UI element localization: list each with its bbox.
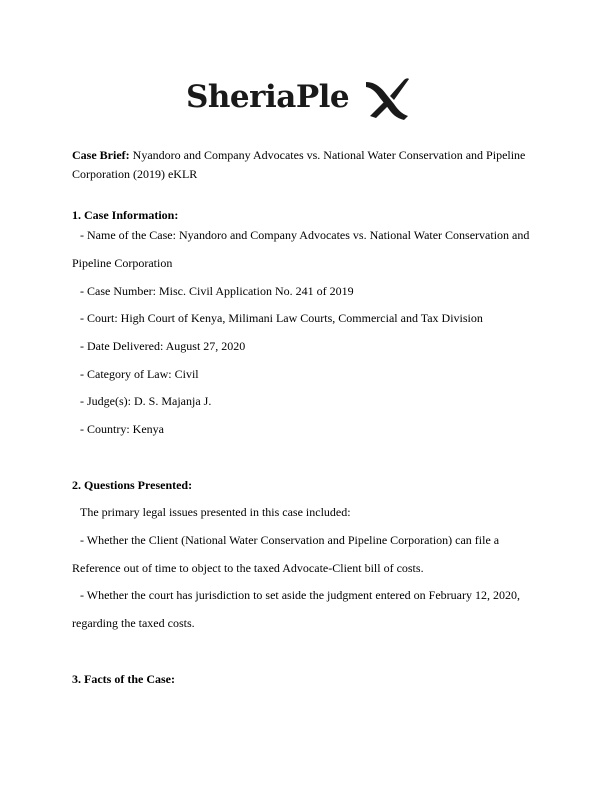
logo-wordmark: SheriaPle (186, 79, 350, 115)
case-brief-label: Case Brief: (72, 148, 130, 162)
question-2-line2: regarding the taxed costs. (72, 616, 195, 630)
case-info-heading: 1. Case Information: (72, 208, 179, 222)
case-judges: - Judge(s): D. S. Majanja J. (80, 394, 212, 408)
case-date: - Date Delivered: August 27, 2020 (80, 339, 246, 353)
case-court: - Court: High Court of Kenya, Milimani Law Courts, Commercial and Tax Division (80, 311, 483, 325)
question-2-line1: - Whether the court has jurisdiction to set aside the judgment entered on February 12, 2020, (80, 588, 520, 602)
case-name-line2: Pipeline Corporation (72, 256, 173, 270)
question-1-line1: - Whether the Client (National Water Conservation and Pipeline Corporation) can file a (80, 533, 500, 547)
question-1-line2: Reference out of time to object to the taxed Advocate-Client bill of costs. (72, 561, 424, 575)
questions-intro: The primary legal issues presented in this case included: (80, 505, 351, 519)
case-brief-title-line2: Corporation (2019) eKLR (72, 167, 198, 181)
questions-heading: 2. Questions Presented: (72, 478, 193, 492)
facts-heading: 3. Facts of the Case: (72, 672, 175, 686)
case-brief-title (72, 148, 525, 162)
case-name-line1: - Name of the Case: Nyandoro and Company Advocates vs. National Water Conservation and (80, 228, 530, 242)
case-number: - Case Number: Misc. Civil Application No. 241 of 2019 (80, 284, 354, 298)
case-category: - Category of Law: Civil (80, 367, 199, 381)
sheriaplex-logo (186, 76, 412, 122)
case-brief-title-line1: Nyandoro and Company Advocates vs. National Water Conservation and Pipeline (129, 148, 526, 162)
case-country: - Country: Kenya (80, 422, 164, 436)
x-mark-icon (364, 76, 410, 120)
